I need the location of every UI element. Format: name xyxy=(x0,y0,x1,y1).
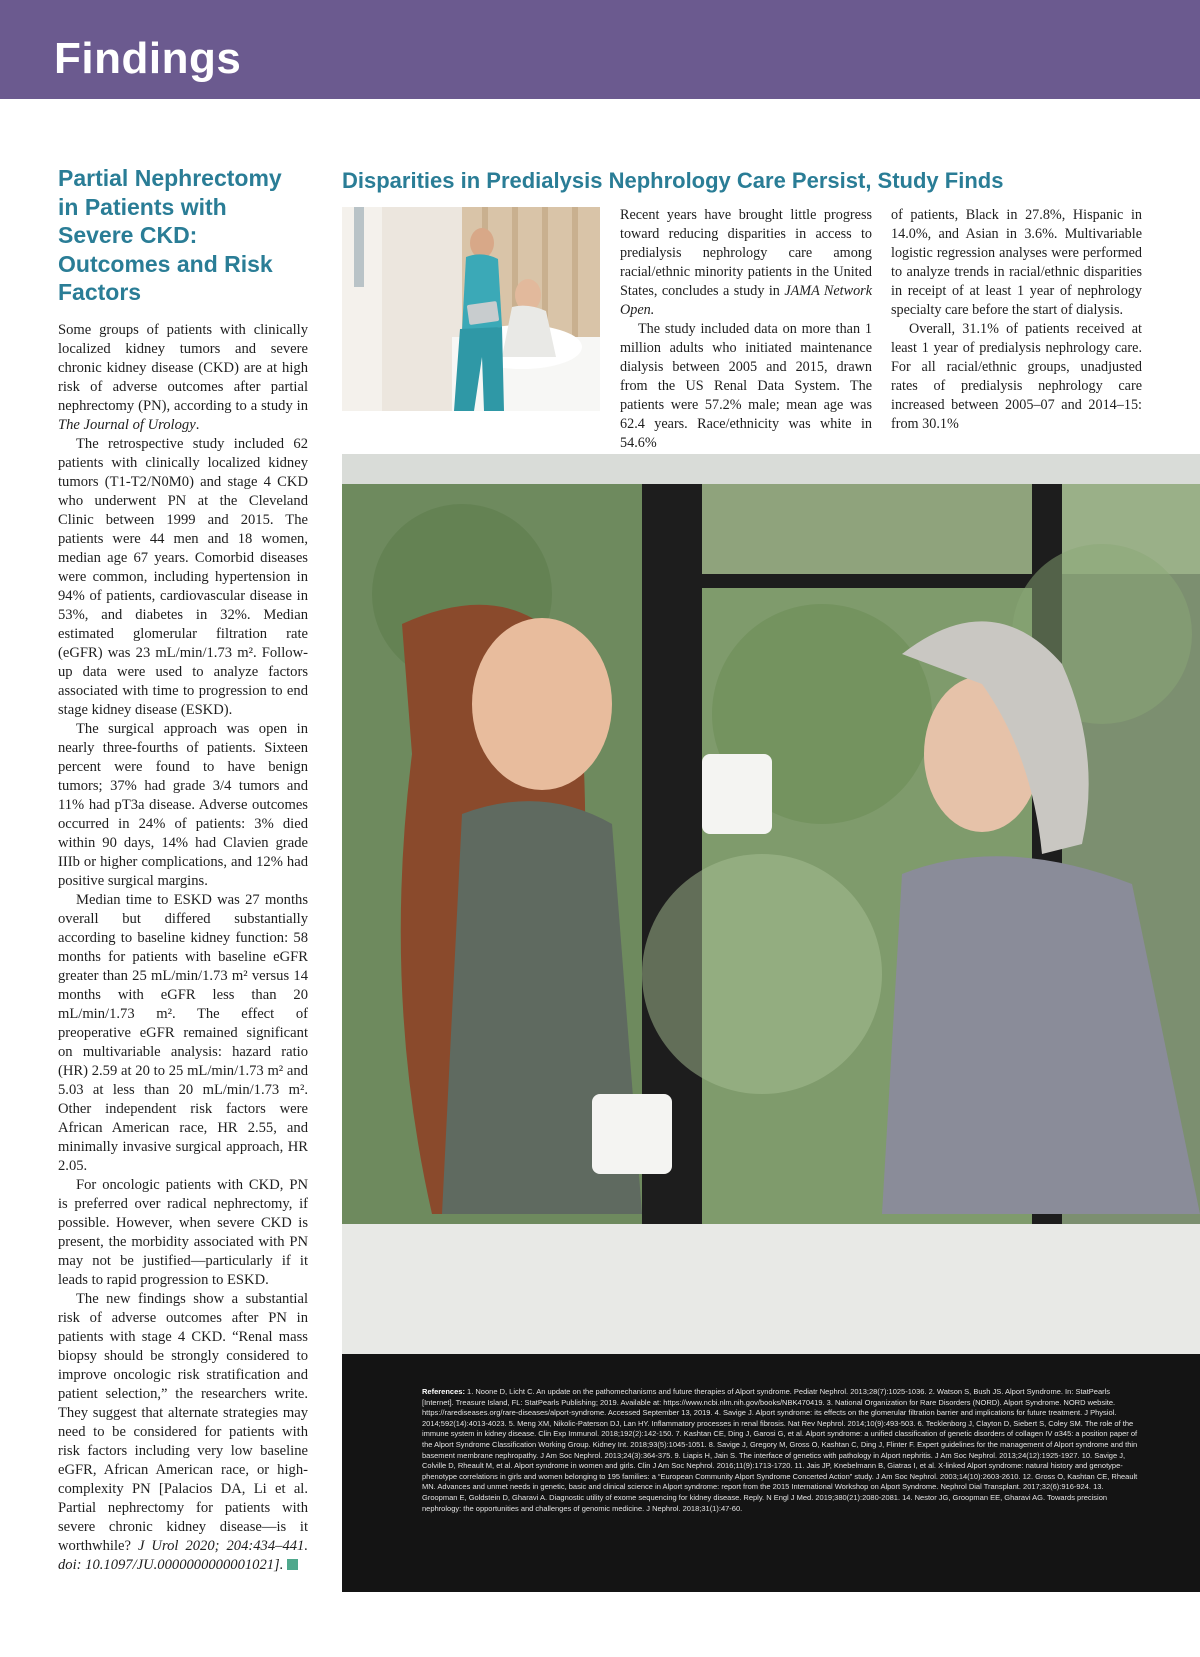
left-paragraph: Some groups of patients with clinically localized kidney tumors and severe chronic kidney disease (CKD) are at high risk of adverse outcomes after partial nephrectomy (PN), according to a study in The Journal of Urology. xyxy=(58,321,308,433)
right-article-column-2 xyxy=(891,206,1142,434)
right-paragraph: of patients, Black in 27.8%, Hispanic in 14.0%, and Asian in 3.6%. Multivariable logistic regression analyses were performed to analyze trends in racial/ethnic disparities in receipt of at least 1 year of nephrology specialty care before the start of dialysis. xyxy=(891,207,1142,318)
references: References: 1. Noone D, Licht C. An update on the pathomechanisms and future therapies of Alport syndrome. Pediatr Nephrol. 2013;28(7):1025-1036. 2. Watson S, Bush JS. Alport Syndrome. In: StatPearls [Internet]. Treasure Island, FL: StatPearls Publishing; 2019. Available at: https://www.ncbi.nlm.nih.gov/books/NBK470419. 3. National Organization for Rare Disorders (NORD). Alport Syndrome. NORD website. https://rarediseases.org/rare-diseases/alport-syndrome. Accessed September 13, 2019. 4. Savige J. Alport syndrome: its effects on the glomerular filtration barrier and implications for future treatment. J Physiol. 2014;592(14):4013-4023. 5. Meng XM, Nikolic-Paterson DJ, Lan HY. Inflammatory processes in renal fibrosis. Nat Rev Nephrol. 2014;10(9):493-503. 6. Tecklenborg J, Clayton D, Siebert S, Coley SM. The role of the immune system in kidney disease. Clin Exp Immunol. 2018;192(2):142-150. 7. Kashtan CE, Ding J, Garosi G, et al. Alport syndrome: a unified classification of genetic disorders of collagen IV α345: a position paper of the Alport Syndrome Classification Working Group. Kidney Int. 2018;93(5):1045-1051. 8. Savige J, Gregory M, Gross O, Kashtan C, Ding J, Flinter F. Expert guidelines for the management of Alport syndrome and thin basement membrane nephropathy. J Am Soc Nephrol. 2013;24(3):364-375. 9. Liapis H, Jain S. The interface of genetics with pathology in Alport nephritis. J Am Soc Nephrol. 2013;24(12):1925-1927. 10. Savige J, Colville D, Rheault M, et al. Alport syndrome in women and girls. Clin J Am Soc Nephrol. 2016;11(9):1713-1720. 11. Jais JP, Knebelmann B, Giatras I, et al. X-linked Alport syndrome: natural history and genotype-phenotype correlations in girls and women belonging to 195 families: a “European Community Alport Syndrome Concerted Action” study. J Am Soc Nephrol. 2003;14(10):2603-2610. 12. Gross O, Kashtan CE, Rheault MN. Advances and unmet needs in genetic, basic and clinical science in Alport syndrome: report from the 2015 International Workshop on Alport Syndrome. Nephrol Dial Transplant. 2017;32(6):916-924. 13. Groopman E, Goldstein D, Gharavi A. Diagnostic utility of exome sequencing for kidney disease. Reply. N Engl J Med. 2019;380(21):2080-2081. 14. Nestor JG, Groopman EE, Gharavi AG. Towards precision nephrology: the opportunities and challenges of genomic medicine. J Nephrol. 2018;31(1):47-60. xyxy=(422,1387,1138,1513)
left-article xyxy=(58,164,308,1575)
right-paragraph: Overall, 31.1% of patients received at least 1 year of predialysis nephrology care. For all racial/ethnic groups, unadjusted rates of predialysis nephrology care increased between 2005–07 and 2014–15: from 30.1% xyxy=(891,321,1142,432)
nurse-patient-photo xyxy=(342,207,600,411)
left-paragraph: The retrospective study included 62 patients with clinically localized kidney tumors (T1-T2/N0M0) and stage 4 CKD who underwent PN at the Cleveland Clinic between 1999 and 2015. The patients were 44 men and 18 women, median age 67 years. Comorbid diseases were common, including hypertension in 94% of patients, cardiovascular disease in 53%, and diabetes in 32%. Median estimated glomerular filtration rate (eGFR) was 23 mL/min/1.73 m². Follow-up data were used to analyze factors associated with time to progression to end stage kidney disease (ESKD). xyxy=(58,435,308,718)
right-paragraph: The study included data on more than 1 million adults who initiated maintenance dialysis between 2005 and 2015, drawn from the US Renal Data System. The patients were 57.2% male; mean age was 62.4 years. Race/ethnicity was white in 54.6% xyxy=(620,321,872,451)
left-article-body xyxy=(58,321,308,1575)
right-article-column-1 xyxy=(620,206,872,453)
right-paragraph: Recent years have brought little progress toward reducing disparities in access to predialysis nephrology care among racial/ethnic minority patients in the United States, concludes a study in JAMA Network Open. xyxy=(620,207,872,318)
left-paragraph: Median time to ESKD was 27 months overall but differed substantially according to baseline kidney function: 58 months for patients with baseline eGFR greater than 25 mL/min/1.73 m² versus 14 months with eGFR less than 20 mL/min/1.73 m². The effect of preoperative eGFR remained significant on multivariable analysis: hazard ratio (HR) 2.59 at 20 to 25 mL/min/1.73 m² and 5.03 at less than 20 mL/min/1.73 m². Other independent risk factors were African American race, HR 2.55, and minimally invasive surgical approach, HR 2.05. xyxy=(58,891,308,1174)
end-of-article-mark xyxy=(287,1559,298,1570)
findings-banner xyxy=(0,0,1200,99)
left-paragraph: The new findings show a substantial risk of adverse outcomes after PN in patients with stage 4 CKD. “Renal mass biopsy should be strongly considered to improve oncologic risk stratification and patient selection,” the researchers write. They suggest that alternate strategies may need to be considered for patients with risk factors including very low baseline eGFR, African American race, or high-complexity PN [Palacios DA, Li et al. Partial nephrectomy for patients with severe chronic kidney disease—is it worthwhile? J Urol 2020; 204:434–441. doi: 10.1097/JU.0000000000001021]. xyxy=(58,1290,308,1573)
photo-illustration xyxy=(342,207,600,411)
left-paragraph: For oncologic patients with CKD, PN is preferred over radical nephrectomy, if possible. However, when severe CKD is present, the morbidity associated with PN may not be justified—particularly if it leads to rapid progression to ESKD. xyxy=(58,1176,308,1288)
left-paragraph: The surgical approach was open in nearly three-fourths of patients. Sixteen percent were found to have benign tumors; 37% had grade 3/4 tumors and 11% had pT3a disease. Adverse outcomes occurred in 24% of patients: 3% died within 90 days, 14% had Clavien grade IIIb or higher complications, and 12% had positive surgical margins. xyxy=(58,720,308,889)
section-title: Findings xyxy=(54,34,242,83)
left-article-title: Partial Nephrectomy in Patients with Severe CKD: Outcomes and Risk Factors xyxy=(58,165,282,305)
right-article-title: Disparities in Predialysis Nephrology Care Persist, Study Finds xyxy=(342,168,1004,193)
